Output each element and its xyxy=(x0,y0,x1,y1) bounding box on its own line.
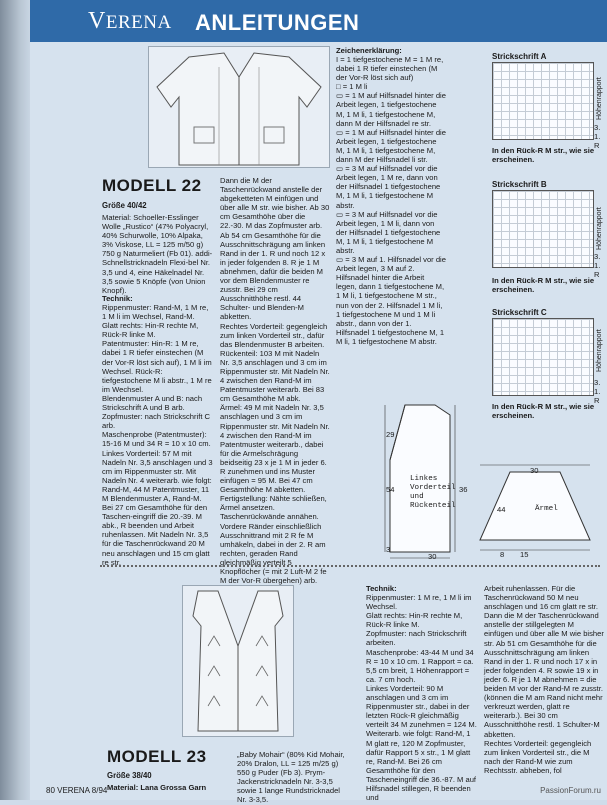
model-23-title: MODELL 23 xyxy=(107,747,207,766)
chart-c-title: Strickschrift C xyxy=(492,308,547,317)
brand-logo: VERENA xyxy=(88,8,172,34)
chart-c-grid xyxy=(492,318,594,396)
chart-c-rapport: Höhenrapport xyxy=(596,329,603,372)
chart-b-rapport: Höhenrapport xyxy=(596,207,603,250)
chart-a-grid xyxy=(492,62,594,140)
chart-b-caption: In den Rück-R M str., wie sie erscheinen. xyxy=(492,276,595,294)
model-22-technik-title: Technik: xyxy=(102,294,133,303)
watermark: PassionForum.ru xyxy=(540,786,601,795)
chart-a-title: Strickschrift A xyxy=(492,52,547,61)
model-23-technik-title: Technik: xyxy=(366,584,397,593)
chart-b-title: Strickschrift B xyxy=(492,180,547,189)
model-22-material: Material: Schoeller-Esslinger Wolle „Rustico“ (47% Polyacryl, 40% Schurwolle, 10% Alpaka, 3% Viskose, LL = 125 m/50 g) 750 g Naturmeliert (Fb 01). addi-Schnellstricknadeln Flexi-bel Nr. 3,5 und 4, eine Häkelnadel Nr. 3,5 sowie 5 Knöpfe (von Union Knopf). xyxy=(102,213,213,295)
chart-a-row1: 1. R xyxy=(594,132,601,151)
chart-a-row3: 3. xyxy=(594,123,601,132)
dim-30-left: 30 xyxy=(428,552,437,561)
chart-a-rapport: Höhenrapport xyxy=(596,77,603,120)
dim-36: 36 xyxy=(459,485,468,494)
schematic-label-body-2: Vorderteil xyxy=(410,484,456,492)
model-23-technik: Rippenmuster: 1 M re, 1 M li im Wechsel. Glatt rechts: Hin-R rechte M, Rück-R linke M. Zopfmuster: nach Strickschrift arbeiten. Maschenprobe: 43-44 M und 34 R = 10 x 10 cm. 1 Rapport = ca. 5,5 cm breit, 1 Höhenrapport = ca. 7 cm hoch. Linkes Vorderteil: 90 M anschlagen und 3 cm im Rippenmuster str., dabei in der letzten Rück-R gleichmäßig verteilt 34 M zunehmen = 124 M. Weiterarb. wie folgt: Rand-M, 1 M glatt re, 120 M Zopfmuster, dafür Rapport 5 x str., 1 M glatt re, Rand-M. Bei 26 cm Gesamthöhe für den Tascheneingriff die 36.-87. M auf Hilfsnadel stillegen, R beenden und xyxy=(366,593,477,803)
model-23-material: Material: Lana Grossa Garn xyxy=(107,783,207,792)
model-23-size: Größe 38/40 xyxy=(107,771,152,780)
chart-b-grid xyxy=(492,190,594,268)
cardigan-illustration xyxy=(149,47,329,167)
dim-3: 3 xyxy=(386,545,391,554)
legend-text: I = 1 tiefgestochene M = 1 M re, dabei 1 R tiefer einstechen (M der Vor-R löst sich auf) □ = 1 M li ▭ = 1 M auf Hilfsnadel hinter die Arbeit legen, 1 tiefgestochene M, 1 M li, 1 tiefgestochene M, dann M der Hilfsnadel re str. ▭ = 1 M auf Hilfsnadel hinter die Arbeit legen, 1 tiefgestochene M, 1 M li, 1 tiefgestochene M, dann M der Hilfsnadel li str. ▭ = 3 M auf Hilfsnadel vor die Arbeit legen, 1 M re, dann von der Hilfsnadel 1 tiefgestochene M, 1 M li, 1 tiefgestochene M abstr. ▭ = 3 M auf Hilfsnadel vor die Arbeit legen, 1 M li, dann von der Hilfsnadel 1 tiefgestochene M, 1 M li, 1 tiefgestochene M abstr. ▭ = 3 M auf 1. Hilfsnadel vor die Arbeit legen, 3 M auf 2. Hilfsnadel hinter die Arbeit legen, dann 1 tiefgestochene M, 1 M li, 1 tiefgestochene M str., nun von der 2. Hilfsnadel 1 M li, 1 tiefgestochene M und 1 M li abstr., dann von der 1. Hilfsnadel 1 tiefgestochene M, 1 M li, 1 tiefgestochene M abstr. xyxy=(336,55,446,346)
model-23-sketch xyxy=(182,585,294,737)
dim-54: 54 xyxy=(386,485,395,494)
schematic-label-body-4: Rückenteil xyxy=(410,502,456,510)
dim-30-sleeve: 30 xyxy=(530,466,539,475)
chart-b-row1: 1. R xyxy=(594,261,601,280)
chart-c-caption: In den Rück-R M str., wie sie erscheinen. xyxy=(492,402,595,420)
dim-44: 44 xyxy=(497,505,506,514)
chart-c-row3: 3. xyxy=(594,378,601,387)
chart-b-row3: 3. xyxy=(594,252,601,261)
model-22-sketch xyxy=(148,46,330,168)
schematic-label-body-1: Linkes xyxy=(410,475,438,483)
binding-spine xyxy=(0,0,34,800)
model-22-size: Größe 40/42 xyxy=(102,201,147,210)
page-footer: 80 VERENA 8/94 xyxy=(46,786,108,795)
legend-title: Zeichenerklärung: xyxy=(336,46,402,55)
model-22-col2: Dann die M der Taschenrückwand anstelle der abgeketteten M einfügen und über alle M str. wie bisher. Ab 30 cm Gesamthöhe über die 22.-30. M das Zopfmuster arb. Ab 54 cm Gesamthöhe für die Ausschnittschrägung am linken Rand in der 1. R und noch 12 x in jeder folgenden 8. R je 1 M abnehmen, dafür die beiden M vor dem Blendenmuster re zusstr. Bei 29 cm Ausschnitthöhe restl. 44 Schulter- und Blenden-M abketten. Rechtes Vorderteil: gegengleich zum linken Vorderteil str., dafür das Blendenmuster B arbeiten. Rückenteil: 103 M mit Nadeln Nr. 3,5 anschlagen und 3 cm im Rippenmuster str. Mit Nadeln Nr. 4 zwischen den Rand-M im Patentmuster weiterarb. Bei 83 cm Gesamthöhe M abk. Ärmel: 49 M mit Nadeln Nr. 3,5 anschlagen und 3 cm im Rippenmuster str. Mit Nadeln Nr. 4 zwischen den Rand-M im Patentmuster weiterarb., dabei für die Armelschrägung beidseitig 23 x je 1 M in jeder 6. R zunehmen und ins Muster einfügen = 95 M. Bei 47 cm Gesamthöhe M abketten. Fertigstellung: Nähte schließen, Ärmel ansetzen. Taschenrückwände annähen. Vordere Ränder einschließlich Ausschnittrand mit 2 R fe M umhäkeln, dabei in der 2. R am rechten, geraden Rand gleichmäßig verteilt 5 Knopflöcher (= mit 2 Luft-M 2 fe M der Vor-R übergehen) arb. xyxy=(220,176,330,586)
chart-c-row1: 1. R xyxy=(594,387,601,406)
chart-a-caption: In den Rück-R M str., wie sie erscheinen. xyxy=(492,146,595,164)
dim-15-a: 15 xyxy=(520,550,529,559)
model-23-col4: Arbeit ruhenlassen. Für die Taschenrückwand 50 M neu anschlagen und 16 cm glatt re str. Dann die M der Taschenrückwand anstelle der stillgelegten M einfügen und über alle M wie bisher str. Ab 51 cm Gesamthöhe für die Ausschnittschrägung am linken Rand in der 1. R und noch 17 x in jeder folgenden 4. R sowie 19 x in jeder 6. R je 1 M abnehmen = die beiden M vor der Rand-M re zusstr. (können die M am Rand nicht mehr verkreuzt werden, glatt re weiterarb.). Bei 30 cm Ausschnitthöhe restl. 1 Schulter-M abketten. Rechtes Vorderteil: gegengleich zum linken Vorderteil str., die M nach der Rand-M wie zum Rechtsstr. abheben, fol xyxy=(484,584,604,775)
section-title: ANLEITUNGEN xyxy=(195,10,360,35)
dim-8: 8 xyxy=(500,550,505,559)
model-22-technik: Rippenmuster: Rand-M, 1 M re, 1 M li im Wechsel, Rand-M. Glatt rechts: Hin-R rechte M, Rück-R linke M. Patentmuster: Hin-R: 1 M re, dabei 1 R tiefer einstechen (M der Vor-R löst sich auf), 1 M li im Wechsel. Rück-R: tiefgestochene M li abstr., 1 M re im Wechsel. Blendenmuster A und B: nach Strickschrift A und B arb. Zopfmuster: nach Strickschrift C arb. Maschenprobe (Patentmuster): 15-16 M und 34 R = 10 x 10 cm. Linkes Vorderteil: 57 M mit Nadeln Nr. 3,5 anschlagen und 3 cm im Rippenmuster str. Mit Nadeln Nr. 4 weiterarb. wie folgt: Rand-M, 44 M Patentmuster, 11 M Blendenmuster A, Rand-M. Bei 27 cm Gesamthöhe für den Taschen-eingriff die 20.-39. M abk., R beenden und Arbeit ruhenlassen. Mit Nadeln Nr. 3,5 für die Taschenrückwand 20 M neu anschlagen und 15 cm glatt re str. xyxy=(102,303,213,567)
schematic-label-body-3: und xyxy=(410,493,424,501)
section-divider xyxy=(100,565,600,567)
model-22-title: MODELL 22 xyxy=(102,176,202,195)
schematic-label-sleeve: Ärmel xyxy=(535,505,558,513)
dim-29: 29 xyxy=(386,430,395,439)
vest-illustration xyxy=(183,586,293,736)
model-23-col2: „Baby Mohair“ (80% Kid Mohair, 20% Dralon, LL = 125 m/25 g) 550 g Puder (Fb 3). Prym-Jackenstricknadeln Nr. 3-3,5 sowie 1 lange Rundstricknadel Nr. 3-3,5. xyxy=(237,750,345,805)
